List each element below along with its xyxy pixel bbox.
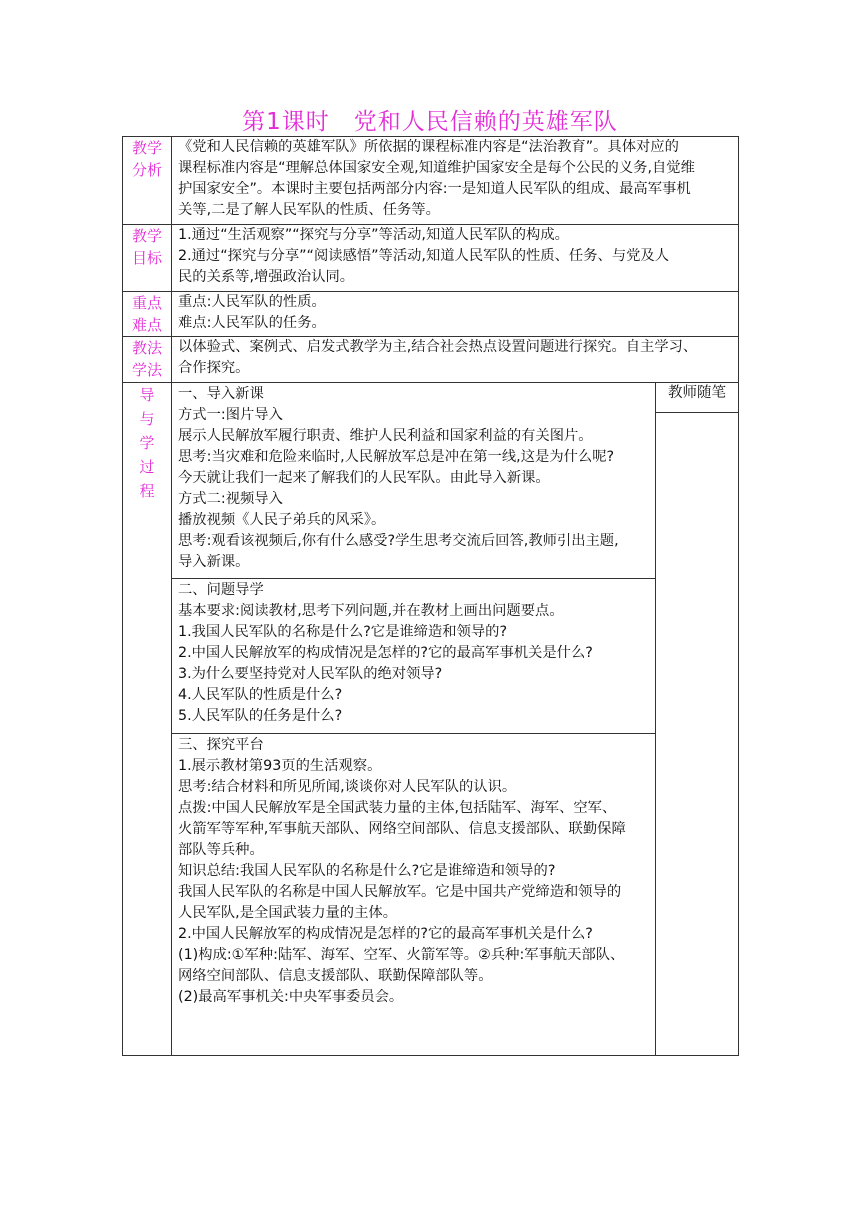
objectives-label bbox=[123, 225, 172, 292]
lesson-plan-table bbox=[122, 136, 739, 1056]
label-line: 难点 bbox=[131, 316, 162, 334]
explore-section bbox=[172, 733, 655, 1055]
text-line: 网络空间部队、信息支援部队、联勤保障部队等。 bbox=[178, 968, 493, 984]
text-line: 民的关系等,增强政治认同。 bbox=[178, 269, 355, 285]
analysis-label bbox=[123, 137, 172, 225]
text-line: 2.通过“探究与分享”“阅读感悟”等活动,知道人民军队的性质、任务、与党及人 bbox=[178, 248, 670, 264]
label-line: 教学 bbox=[131, 139, 162, 157]
text-line: 课程标准内容是“理解总体国家安全观,知道维护国家安全是每个公民的义务,自觉维 bbox=[178, 160, 695, 176]
text-line: 导入新课。 bbox=[178, 554, 250, 570]
text-line: 部队等兵种。 bbox=[178, 842, 264, 858]
methods-row bbox=[123, 337, 739, 383]
text-line: 思考:当灾难和危险来临时,人民解放军总是冲在第一线,这是为什么呢? bbox=[178, 449, 615, 465]
process-label bbox=[123, 383, 172, 1056]
text-line: 展示人民解放军履行职责、维护人民利益和国家利益的有关图片。 bbox=[178, 428, 593, 444]
text-line: 方式一:图片导入 bbox=[178, 407, 283, 423]
text-line: 以体验式、案例式、启发式教学为主,结合社会热点设置问题进行探究。自主学习、 bbox=[178, 339, 698, 355]
text-line: 1.展示教材第93页的生活观察。 bbox=[178, 758, 382, 774]
text-line: 人民军队,是全国武装力量的主体。 bbox=[178, 905, 397, 921]
label-line: 教学 bbox=[131, 227, 162, 245]
keypoints-label bbox=[123, 292, 172, 337]
label-line: 学 bbox=[139, 434, 155, 452]
text-line: 1.通过“生活观察”“探究与分享”等活动,知道人民军队的构成。 bbox=[178, 227, 569, 243]
page-title: 第1课时 党和人民信赖的英雄军队 bbox=[242, 109, 618, 135]
text-line: (2)最高军事机关:中央军事委员会。 bbox=[178, 989, 404, 1005]
text-line: 5.人民军队的任务是什么? bbox=[178, 708, 343, 724]
text-line: 二、问题导学 bbox=[178, 582, 264, 598]
text-line: 一、导入新课 bbox=[178, 386, 264, 402]
text-line: 火箭军等军种,军事航天部队、网络空间部队、信息支援部队、联勤保障 bbox=[178, 821, 626, 837]
objectives-content bbox=[172, 225, 739, 292]
text-line: 合作探究。 bbox=[178, 360, 250, 376]
text-line: 我国人民军队的名称是中国人民解放军。它是中国共产党缔造和领导的 bbox=[178, 884, 622, 900]
text-line: 三、探究平台 bbox=[178, 737, 264, 753]
label-line: 学法 bbox=[131, 361, 162, 379]
text-line: (1)构成:①军种:陆军、海军、空军、火箭军等。②兵种:军事航天部队、 bbox=[178, 947, 625, 963]
text-line: 今天就让我们一起来了解我们的人民军队。由此导入新课。 bbox=[178, 470, 550, 486]
text-line: 2.中国人民解放军的构成情况是怎样的?它的最高军事机关是什么? bbox=[178, 926, 593, 942]
label-line: 分析 bbox=[131, 161, 162, 179]
analysis-content bbox=[172, 137, 739, 225]
label-line: 教法 bbox=[131, 339, 162, 357]
methods-label bbox=[123, 337, 172, 383]
label-line: 重点 bbox=[131, 294, 162, 312]
text-line: 1.我国人民军队的名称是什么?它是谁缔造和领导的? bbox=[178, 624, 508, 640]
label-line: 与 bbox=[139, 410, 155, 428]
text-line: 点拨:中国人民解放军是全国武装力量的主体,包括陆军、海军、空军、 bbox=[178, 800, 617, 816]
text-line: 知识总结:我国人民军队的名称是什么?它是谁缔造和领导的? bbox=[178, 863, 556, 879]
text-line: 护国家安全”。本课时主要包括两部分内容:一是知道人民军队的组成、最高军事机 bbox=[178, 181, 691, 197]
label-line: 程 bbox=[139, 482, 155, 500]
keypoints-content bbox=[172, 292, 739, 337]
text-line: 2.中国人民解放军的构成情况是怎样的?它的最高军事机关是什么? bbox=[178, 645, 593, 661]
text-line: 播放视频《人民子弟兵的风采》。 bbox=[178, 512, 386, 528]
text-line: 思考:结合材料和所见所闻,谈谈你对人民军队的认识。 bbox=[178, 779, 517, 795]
label-line: 导 bbox=[139, 386, 155, 404]
text-line: 思考:观看该视频后,你有什么感受?学生思考交流后回答,教师引出主题, bbox=[178, 533, 619, 549]
objectives-row bbox=[123, 225, 739, 292]
guide-section bbox=[172, 578, 655, 733]
label-line: 过 bbox=[139, 458, 155, 476]
teacher-notes-header: 教师随笔 bbox=[656, 383, 739, 413]
analysis-row bbox=[123, 137, 739, 225]
text-line: 关等,二是了解人民军队的性质、任务等。 bbox=[178, 202, 440, 218]
methods-content bbox=[172, 337, 739, 383]
intro-section bbox=[172, 383, 655, 578]
text-line: 4.人民军队的性质是什么? bbox=[178, 687, 343, 703]
text-line: 基本要求:阅读教材,思考下列问题,并在教材上画出问题要点。 bbox=[178, 603, 564, 619]
text-line: 重点:人民军队的性质。 bbox=[178, 294, 326, 310]
text-line: 《党和人民信赖的英雄军队》所依据的课程标准内容是“法治教育”。具体对应的 bbox=[178, 139, 679, 155]
process-content bbox=[172, 383, 656, 1056]
keypoints-row bbox=[123, 292, 739, 337]
text-line: 方式二:视频导入 bbox=[178, 491, 283, 507]
process-row bbox=[123, 383, 739, 413]
text-line: 难点:人民军队的任务。 bbox=[178, 315, 326, 331]
teacher-notes-area bbox=[656, 413, 739, 1056]
label-line: 目标 bbox=[131, 249, 162, 267]
text-line: 3.为什么要坚持党对人民军队的绝对领导? bbox=[178, 666, 443, 682]
